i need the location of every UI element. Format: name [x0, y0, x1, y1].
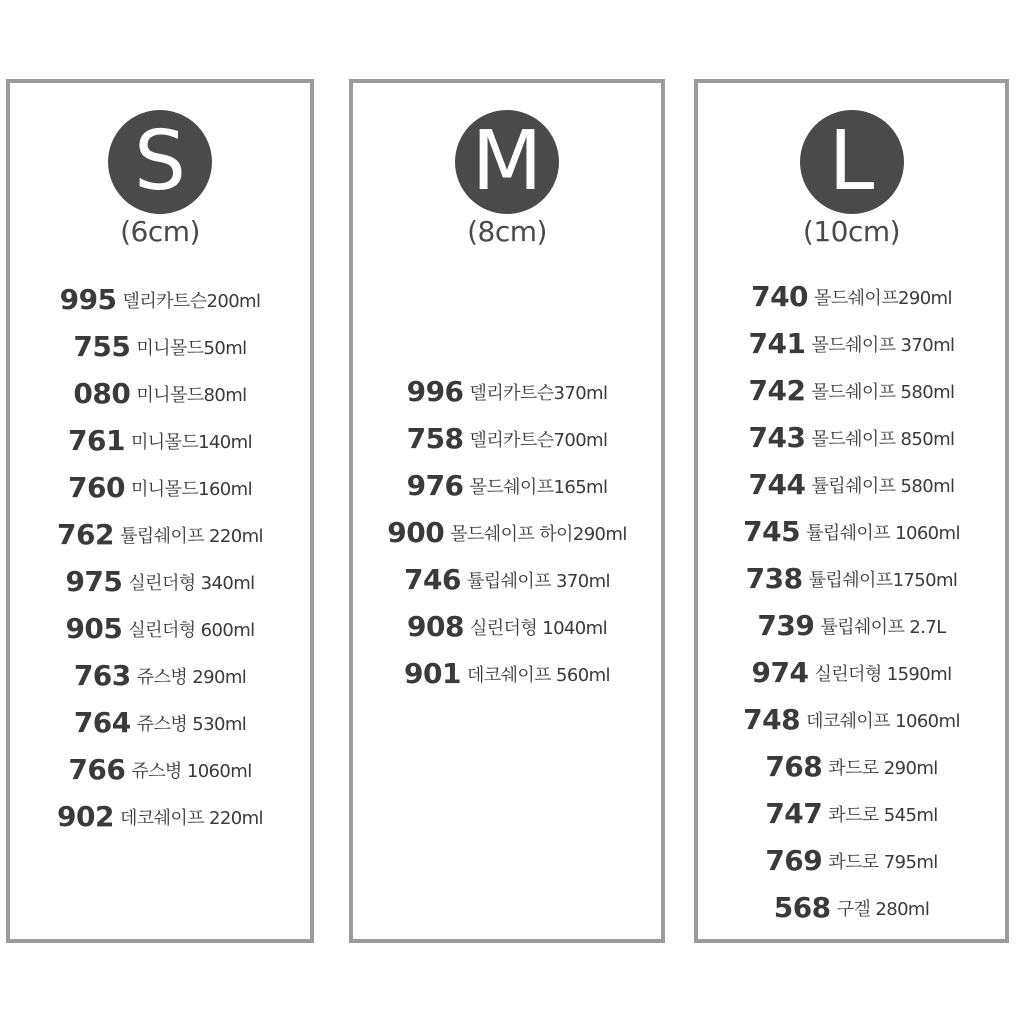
- product-description: 데코쉐이프 560ml: [467, 664, 610, 686]
- product-item: [353, 556, 661, 603]
- product-description: 미니몰드80ml: [136, 384, 247, 406]
- product-description: 튤립쉐이프1750ml: [808, 569, 958, 591]
- size-letter-m: M: [471, 114, 543, 209]
- product-description: 튤립쉐이프 2.7L: [820, 616, 946, 638]
- product-description: 콰드로 290ml: [828, 757, 938, 779]
- product-code: 755: [73, 330, 131, 363]
- product-description: 콰드로 795ml: [828, 851, 938, 873]
- product-code: 743: [748, 421, 806, 454]
- product-item: [698, 555, 1005, 602]
- size-dimension-l: (10cm): [802, 215, 901, 248]
- product-item: [698, 508, 1005, 555]
- product-code: 976: [406, 469, 464, 502]
- product-code: 080: [73, 377, 131, 410]
- product-description: 데코쉐이프 220ml: [120, 807, 263, 829]
- product-item: [10, 699, 310, 746]
- product-item: [10, 511, 310, 558]
- product-list-s: [10, 276, 310, 840]
- product-code: 745: [743, 515, 801, 548]
- size-panel-s: [6, 79, 314, 943]
- product-code: 996: [406, 375, 464, 408]
- product-item: [10, 793, 310, 840]
- product-item: [698, 602, 1005, 649]
- product-description: 콰드로 545ml: [828, 804, 938, 826]
- product-description: 쥬스병 530ml: [136, 713, 247, 735]
- product-code: 905: [65, 612, 123, 645]
- product-description: 쥬스병 290ml: [136, 666, 247, 688]
- product-item: [353, 509, 661, 556]
- product-item: [698, 414, 1005, 461]
- size-panel-l: [694, 79, 1009, 943]
- product-code: 758: [406, 422, 464, 455]
- product-item: [698, 884, 1005, 931]
- product-description: 델리카트슨370ml: [469, 382, 608, 404]
- size-badge-s: [108, 110, 212, 214]
- size-letter-l: L: [828, 114, 875, 209]
- product-code: 995: [59, 283, 117, 316]
- product-item: [698, 696, 1005, 743]
- product-item: [698, 461, 1005, 508]
- size-badge-l: [800, 110, 904, 214]
- product-description: 미니몰드50ml: [136, 337, 247, 359]
- size-panel-m: [349, 79, 665, 943]
- product-description: 튤립쉐이프 220ml: [120, 525, 263, 547]
- product-item: [353, 415, 661, 462]
- product-item: [10, 746, 310, 793]
- product-item: [698, 743, 1005, 790]
- product-item: [10, 605, 310, 652]
- product-description: 실린더형 1590ml: [814, 663, 952, 685]
- product-code: 908: [407, 610, 464, 643]
- product-code: 762: [57, 518, 114, 551]
- product-code: 742: [748, 374, 806, 407]
- product-code: 741: [748, 327, 806, 360]
- product-item: [10, 652, 310, 699]
- product-code: 900: [387, 516, 445, 549]
- product-code: 763: [73, 659, 131, 692]
- product-description: 미니몰드140ml: [130, 431, 252, 453]
- product-description: 데코쉐이프 1060ml: [806, 710, 960, 732]
- product-code: 738: [745, 562, 803, 595]
- product-item: [698, 649, 1005, 696]
- product-description: 실린더형 340ml: [128, 572, 255, 594]
- product-item: [10, 276, 310, 323]
- product-item: [698, 837, 1005, 884]
- product-code: 739: [757, 609, 815, 642]
- product-code: 902: [57, 800, 114, 833]
- product-code: 568: [773, 891, 831, 924]
- product-description: 쥬스병 1060ml: [131, 760, 252, 782]
- product-item: [10, 417, 310, 464]
- product-description: 몰드쉐이프 580ml: [811, 381, 955, 403]
- product-description: 델리카트슨200ml: [122, 290, 261, 312]
- product-code: 761: [68, 424, 125, 457]
- product-code: 974: [751, 656, 809, 689]
- product-code: 769: [765, 844, 823, 877]
- product-description: 몰드쉐이프290ml: [814, 287, 952, 309]
- product-description: 몰드쉐이프165ml: [469, 476, 608, 498]
- product-code: 744: [748, 468, 806, 501]
- product-item: [353, 650, 661, 697]
- product-description: 튤립쉐이프 1060ml: [806, 522, 960, 544]
- size-dimension-m: (8cm): [467, 215, 547, 248]
- product-item: [698, 367, 1005, 414]
- product-code: 975: [65, 565, 123, 598]
- product-code: 747: [765, 797, 823, 830]
- product-code: 748: [743, 703, 801, 736]
- product-description: 몰드쉐이프 370ml: [811, 334, 955, 356]
- size-letter-s: S: [133, 114, 187, 209]
- product-item: [698, 320, 1005, 367]
- product-code: 760: [68, 471, 125, 504]
- product-description: 몰드쉐이프 하이290ml: [450, 523, 627, 545]
- product-code: 768: [765, 750, 823, 783]
- product-item: [10, 558, 310, 605]
- product-item: [698, 273, 1005, 320]
- product-item: [10, 370, 310, 417]
- product-item: [353, 603, 661, 650]
- product-description: 실린더형 1040ml: [469, 617, 607, 639]
- product-description: 실린더형 600ml: [128, 619, 255, 641]
- product-item: [698, 790, 1005, 837]
- product-description: 몰드쉐이프 850ml: [811, 428, 955, 450]
- product-list-l: [698, 273, 1005, 931]
- size-badge-m: [455, 110, 559, 214]
- product-description: 미니몰드160ml: [130, 478, 252, 500]
- product-description: 튤립쉐이프 580ml: [811, 475, 955, 497]
- product-item: [353, 368, 661, 415]
- product-description: 델리카트슨700ml: [469, 429, 608, 451]
- product-description: 튤립쉐이프 370ml: [467, 570, 610, 592]
- product-code: 764: [73, 706, 131, 739]
- product-item: [353, 462, 661, 509]
- product-code: 740: [751, 280, 809, 313]
- product-description: 구겔 280ml: [836, 898, 930, 920]
- product-item: [10, 323, 310, 370]
- product-list-m: [353, 368, 661, 697]
- size-dimension-s: (6cm): [120, 215, 200, 248]
- product-item: [10, 464, 310, 511]
- product-code: 766: [68, 753, 126, 786]
- product-code: 901: [404, 657, 461, 690]
- product-code: 746: [404, 563, 461, 596]
